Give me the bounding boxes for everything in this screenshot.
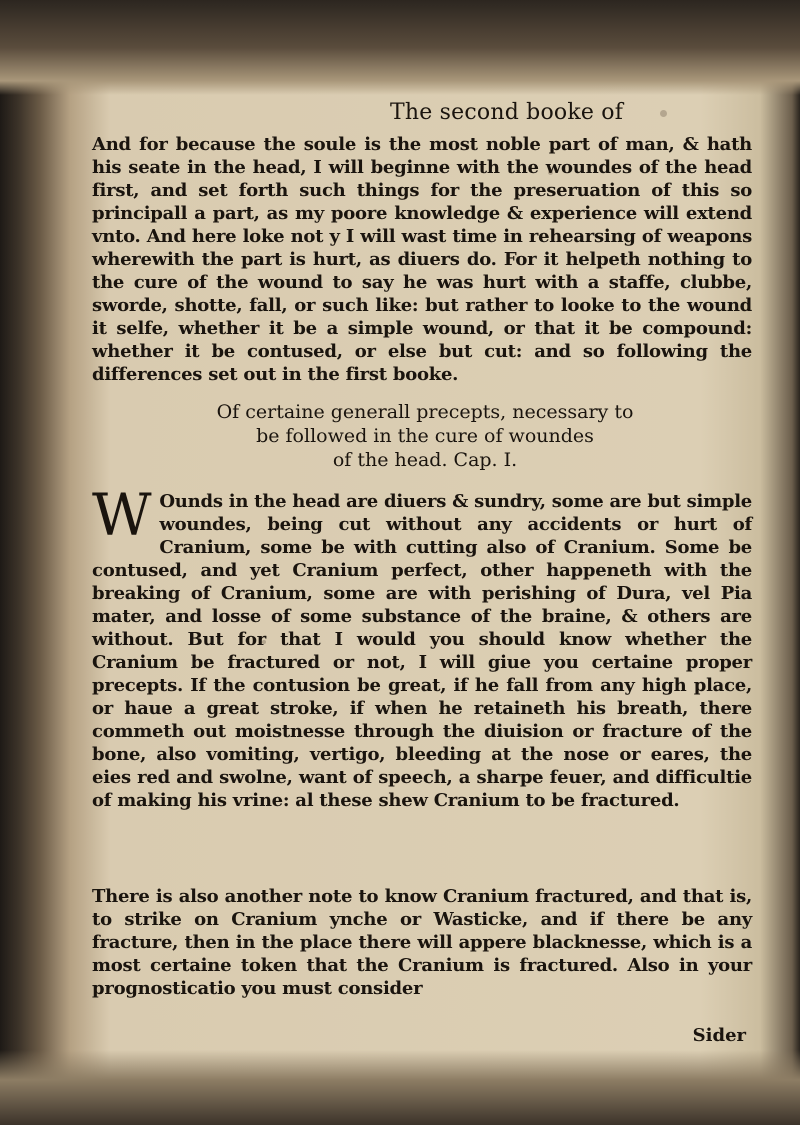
paper-speck xyxy=(262,640,266,644)
heading-line: Of certaine generall precepts, necessary to xyxy=(216,401,634,423)
heading-line: of the head. Cap. I. xyxy=(332,449,518,471)
top-edge-shadow xyxy=(0,0,800,95)
bottom-edge-shadow xyxy=(0,1050,800,1125)
heading-line: be followed in the cure of woundes xyxy=(256,425,594,447)
paragraph-intro: And for because the soule is the most noble part of man, & hath his seate in the head, I will beginne with the woundes of the head first, and set forth such things for the preseruation of this so principall a part, as my poore knowledge & experience will extend vnto. And here loke not y I will wast time in rehearsing of weapons wherewith the part is hurt, as diuers do. For it helpeth nothing to the cure of the wound to say he was hurt with a staffe, clubbe, sworde, shotte, fall, or such like: but rather to looke to the wound it selfe, whether it be a simple wound, or that it be compound: whether it be contused, or else but cut: and so following the differences set out in the first booke. xyxy=(92,134,752,385)
paragraph-text: Ounds in the head are diuers & sundry, some are but simple woundes, being cut without any accidents or hurt of Cranium, some be with cutting also of Cranium. Some be contused, and yet Cranium perfect, other happeneth with the breaking of Cranium, some are with perishing of Dura, vel Pia mater, and losse of some substance of the braine, & others are without. But for that I would you should know whether the Cranium be fractured or not, I will giue you certaine proper precepts. If the contusion be great, if he fall from any high place, or haue a great stroke, if when he retaineth his breath, there commeth out moistnesse through the diuision or fracture of the bone, also vomiting, vertigo, bleeding at the nose or eares, the eies red and swolne, want of speech, a sharpe feuer, and difficultie of making his vrine: al these shew Cranium to be fractured. xyxy=(92,491,752,811)
catchword: Sider xyxy=(692,1025,746,1046)
running-head: The second booke of xyxy=(390,100,624,125)
book-page xyxy=(80,95,770,1060)
paper-speck xyxy=(548,170,553,175)
paper-speck xyxy=(660,110,667,117)
drop-cap: W xyxy=(92,481,152,549)
paragraph-fracture-note: There is also another note to know Cranium fractured, and that is, to strike on Cranium ynche or Wasticke, and if there be any fracture, then in the place there will appere blacknesse, which is a most certaine token that the Cranium is fractured. Also in your prognosticatio you must consider xyxy=(92,886,752,999)
paragraph-chapter-body xyxy=(92,481,752,812)
chapter-heading xyxy=(80,400,770,472)
